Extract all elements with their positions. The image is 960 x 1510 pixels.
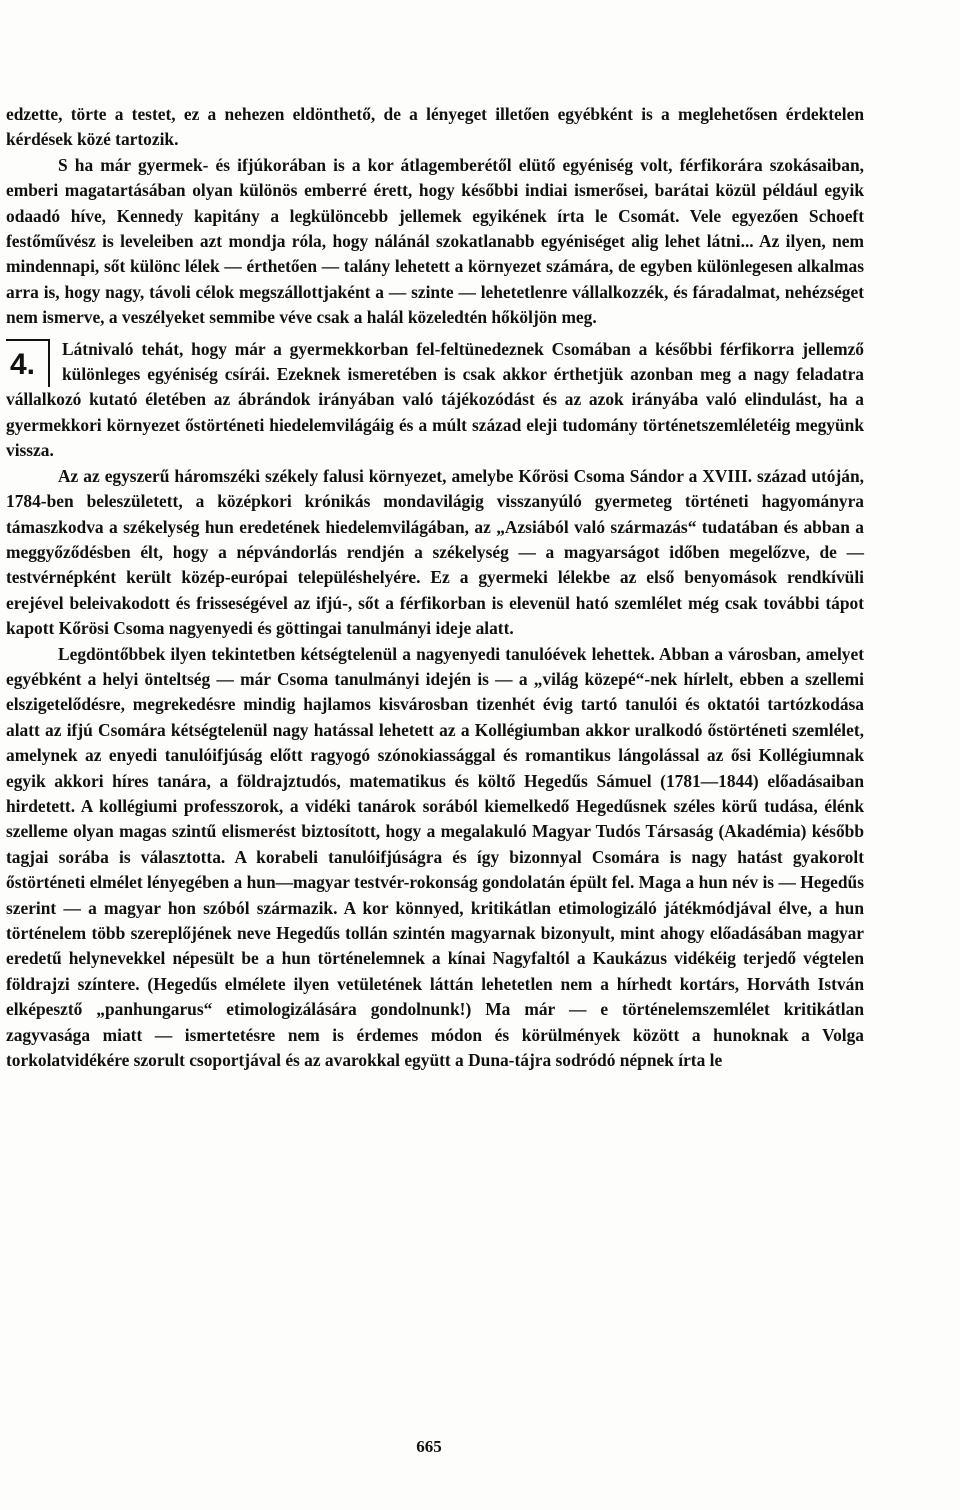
- page-number: 665: [416, 1437, 442, 1456]
- section-number-box: [6, 339, 50, 387]
- paragraph-nagyenyed-years: Legdöntőbbek ilyen tekintetben kétségtelenül a nagyenyedi tanulóévek lehettek. Abban a városban, amelyet egyébként a helyi önteltség — már Csoma tanulmányi idején is — a „világ közepé“-nek hírlelt, ebben a szellemi elszigetelődésre, megrekedésre mindig hajlamos kisvárosban tizenhét évig tartó tanulói és oktatói tartózkodása alatt az ifjú Csomára kétségtelenül nagy hatással lehetett az a Kollégiumban akkor uralkodó őstörténeti szemlélet, amelynek az enyedi tanulóifjúság előtt ragyogó szónokiassággal és romantikus lángolással az ősi Kollégiumnak egyik akkori híres tanára, a földrajztudós, matematikus és költő Hegedűs Sámuel (1781—1844) előadásaiban hirdetett. A kollégiumi professzorok, a vidéki tanárok sorából kiemelkedő Hegedűsnek széles körű tudása, élénk szelleme olyan magas szintű elismerést biztosított, hogy a megalakuló Magyar Tudós Társaság (Akadémia) később tagjai sorába is választotta. A korabeli tanulóifjúságra és így bizonnyal Csomára is nagy hatást gyakorolt őstörténeti elmélet lényegében a hun—magyar testvér-rokonság gondolatán épült fel. Maga a hun név is — Hegedűs szerint — a magyar hon szóból származik. A kor könnyed, kritikátlan etimologizáló játékmódjával élve, a hun történelem több szereplőjének neve Hegedűs tollán szintén magyarnak bizonyult, mint ahogy előadásában magyar eredetű helynevekkel népesült be a hun történelemnek a kínai Nagyfaltól a Kaukázus vidékéig terjedő végtelen földrajzi színtere. (Hegedűs elmélete ilyen vetületének láttán lehetetlen nem a hírhedt kortárs, Horváth István elképesztő „panhungarus“ etimologizálására gondolnunk!) Ma már — e történelemszemlélet kritikátlan zagyvasága miatt — ismertetésre nem is érdemes módon és körülmények között a hunoknak a Volga torkolatvidékére szorult csoportjával és az avarokkal együtt a Duna-tájra sodródó népnek írta le: [6, 643, 864, 1071]
- paragraph-continuation: edzette, törte a testet, ez a nehezen eldönthető, de a lényeget illetően egyébként is a meglehetősen érdektelen kérdések közé tartozik.: [6, 104, 864, 150]
- paragraph-szekely-environment: Az az egyszerű háromszéki székely falusi környezet, amelybe Kőrösi Csoma Sándor a XVIII. század utóján, 1784-ben beleszületett, a középkori krónikás mondavilágig visszanyúló gyermeteg történeti hagyományra támaszkodva a székelység hun eredetének hiedelemvilágában, az „Azsiából való származás“ tudatában és abban a meggyőződésben élt, hogy a népvándorlás rendjén a székelység — a magyarságot időben megelőzve, de — testvérnépként került közép-európai településhelyére. Ez a gyermeki lélekbe az első benyomások rendkívüli erejével beleivakodott és frisseségével az ifjú-, sőt a férfikorban is elevenül ható szemlélet még csak további tápot kapott Kőrösi Csoma nagyenyedi és göttingai tanulmányi ideje alatt.: [6, 465, 864, 639]
- section-number: 4.: [10, 347, 36, 381]
- paragraph-eccentric-personality: S ha már gyermek- és ifjúkorában is a kor átlagemberétől elütő egyéniség volt, férfikorára szokásaiban, emberi magatartásában olyan különös emberré érett, hogy későbbi indiai ismerősei, barátai közül például egyik odaadó híve, Kennedy kapitány a legkülöncebb jellemek egyikének írta le Csomát. Vele egyezően Schoeft festőművész is leveleiben azt mondja róla, hogy nálánál szokatlanabb egyéniséget alig lehet látni... Az ilyen, nem mindennapi, sőt különc lélek — érthetően — talány lehetett a környezet számára, de egyben különlegesen alkalmas arra is, hogy nagy, távoli célok megszállottjaként a — szinte — lehetetlenre vállalkozzék, és fáradalmat, nehézséget nem ismerve, a veszélyeket semmibe véve csak a halál közeledtén hőköljön meg.: [6, 154, 864, 328]
- section-opening-paragraph: Látnivaló tehát, hogy már a gyermekkorban fel-feltünedeznek Csomában a későbbi férfikorra jellemző különleges egyéniség csírái. Ezeknek ismeretében is csak akkor érthetjük azonban meg a nagy feladatra vállalkozó kutató életében az ábrándok irányában való tájékozódást és az azok irányába való elindulást, ha a gyermekkori környezet őstörténeti hiedelemvilágáig és a múlt század eleji tudomány történetszemléletéig megyünk vissza.: [6, 338, 864, 461]
- section-4: [6, 337, 864, 464]
- text-column: [6, 102, 864, 1073]
